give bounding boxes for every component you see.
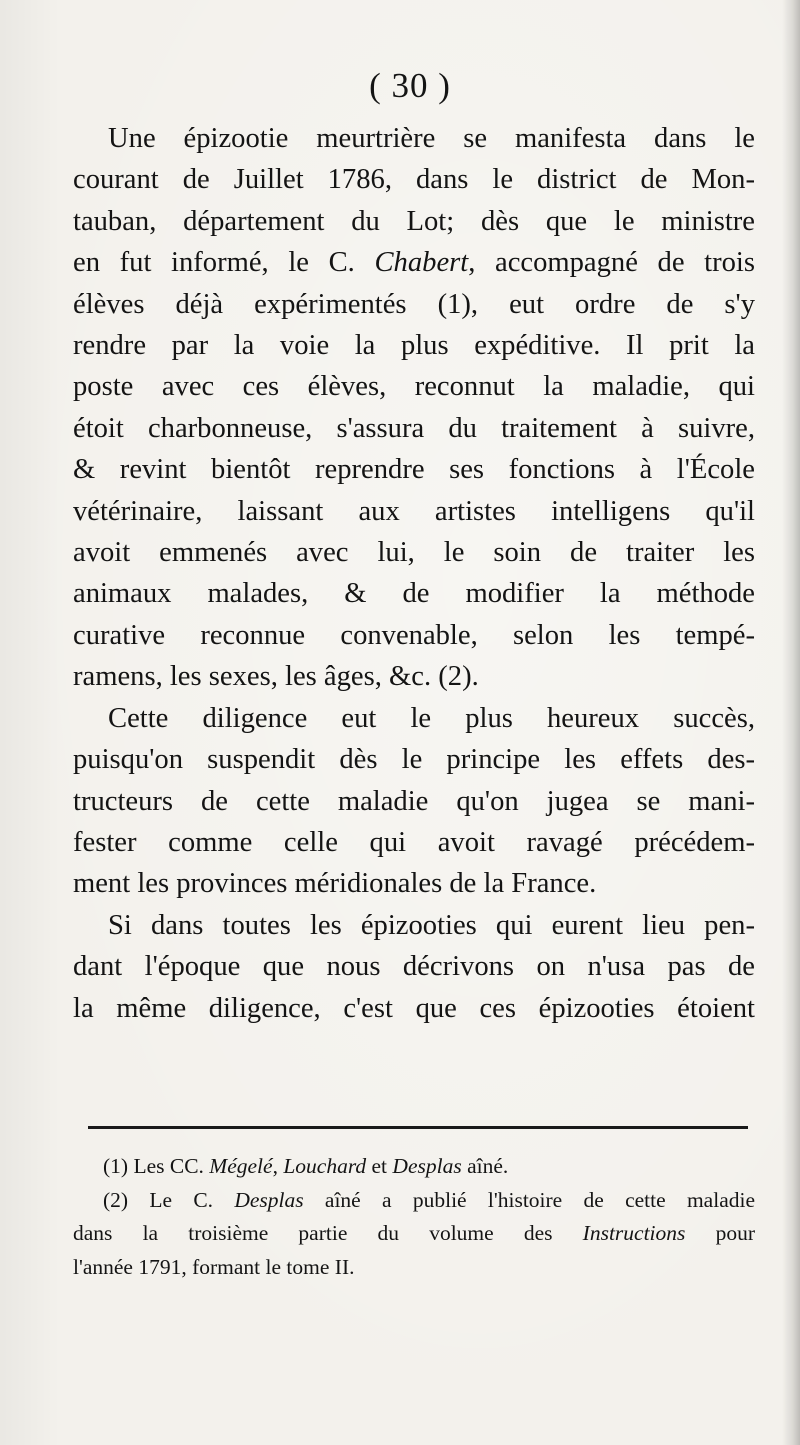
name-chabert: Chabert xyxy=(374,247,469,279)
text-fragment: en fut informé, le C. xyxy=(73,247,375,279)
text-line: ment les provinces méridionales de la France. xyxy=(73,868,597,900)
page-edge-shadow xyxy=(782,0,800,1445)
main-text xyxy=(73,118,755,1029)
text-line: fester comme celle qui avoit ravagé précédem- xyxy=(73,826,755,858)
text-fragment: dans la troisième partie du volume des xyxy=(73,1221,583,1245)
footnote-separator xyxy=(88,1126,748,1129)
text-line: poste avec ces élèves, reconnut la maladie, qui xyxy=(73,371,755,403)
text-line xyxy=(73,242,755,283)
text-fragment: pour xyxy=(685,1221,755,1245)
text-line: courant de Juillet 1786, dans le district de Mon- xyxy=(73,164,755,196)
footnote-2-line xyxy=(73,1217,755,1251)
text-fragment: et xyxy=(366,1154,393,1178)
text-fragment: , xyxy=(272,1154,284,1178)
text-line: & revint bientôt reprendre ses fonctions à l'École xyxy=(73,454,755,486)
footnote-1 xyxy=(73,1150,755,1184)
footnotes xyxy=(73,1150,755,1284)
text-line: avoit emmenés avec lui, le soin de traiter les xyxy=(73,537,755,569)
text-fragment: (2) Le C. xyxy=(103,1187,235,1212)
text-line: Cette diligence eut le plus heureux succès, xyxy=(108,702,755,734)
text-fragment: (1) Les CC. xyxy=(103,1154,210,1178)
paragraph-3 xyxy=(73,905,755,1029)
text-line: puisqu'on suspendit dès le principe les effets des- xyxy=(73,744,755,776)
text-fragment: aîné a publié l'histoire de cette maladie xyxy=(303,1187,756,1212)
page-number: ( 30 ) xyxy=(369,66,451,105)
text-line: rendre par la voie la plus expéditive. Il prit la xyxy=(73,330,755,362)
text-line: Une épizootie meurtrière se manifesta dans le xyxy=(108,123,755,154)
text-fragment: , accompagné de trois xyxy=(468,247,755,279)
name-desplas: Desplas xyxy=(392,1154,462,1178)
text-line: dant l'époque que nous décrivons on n'usa pas de xyxy=(73,951,755,983)
text-fragment: aîné. xyxy=(461,1154,509,1178)
name-megele: Mégelé xyxy=(209,1154,273,1178)
text-line: étoit charbonneuse, s'assura du traitement à suivre, xyxy=(73,412,755,444)
paragraph-2 xyxy=(73,698,755,905)
text-line: la même diligence, c'est que ces épizooties étoient xyxy=(73,992,755,1024)
paragraph-1 xyxy=(73,118,755,698)
footnote-2-line xyxy=(73,1184,755,1218)
text-line: ramens, les sexes, les âges, &c. (2). xyxy=(73,661,479,693)
text-line: animaux malades, & de modifier la méthode xyxy=(73,578,755,610)
text-line: tauban, département du Lot; dès que le ministre xyxy=(73,205,755,237)
name-desplas: Desplas xyxy=(234,1187,304,1212)
text-line: Si dans toutes les épizooties qui eurent lieu pen- xyxy=(108,909,755,941)
text-line: élèves déjà expérimentés (1), eut ordre de s'y xyxy=(73,288,755,320)
text-line: vétérinaire, laissant aux artistes intelligens qu'il xyxy=(73,495,755,527)
footnote-2-line: l'année 1791, formant le tome II. xyxy=(73,1254,355,1279)
text-line: tructeurs de cette maladie qu'on jugea se mani- xyxy=(73,785,755,817)
text-line: curative reconnue convenable, selon les tempé- xyxy=(73,619,755,651)
name-louchard: Louchard xyxy=(283,1154,367,1178)
title-instructions: Instructions xyxy=(582,1221,686,1245)
